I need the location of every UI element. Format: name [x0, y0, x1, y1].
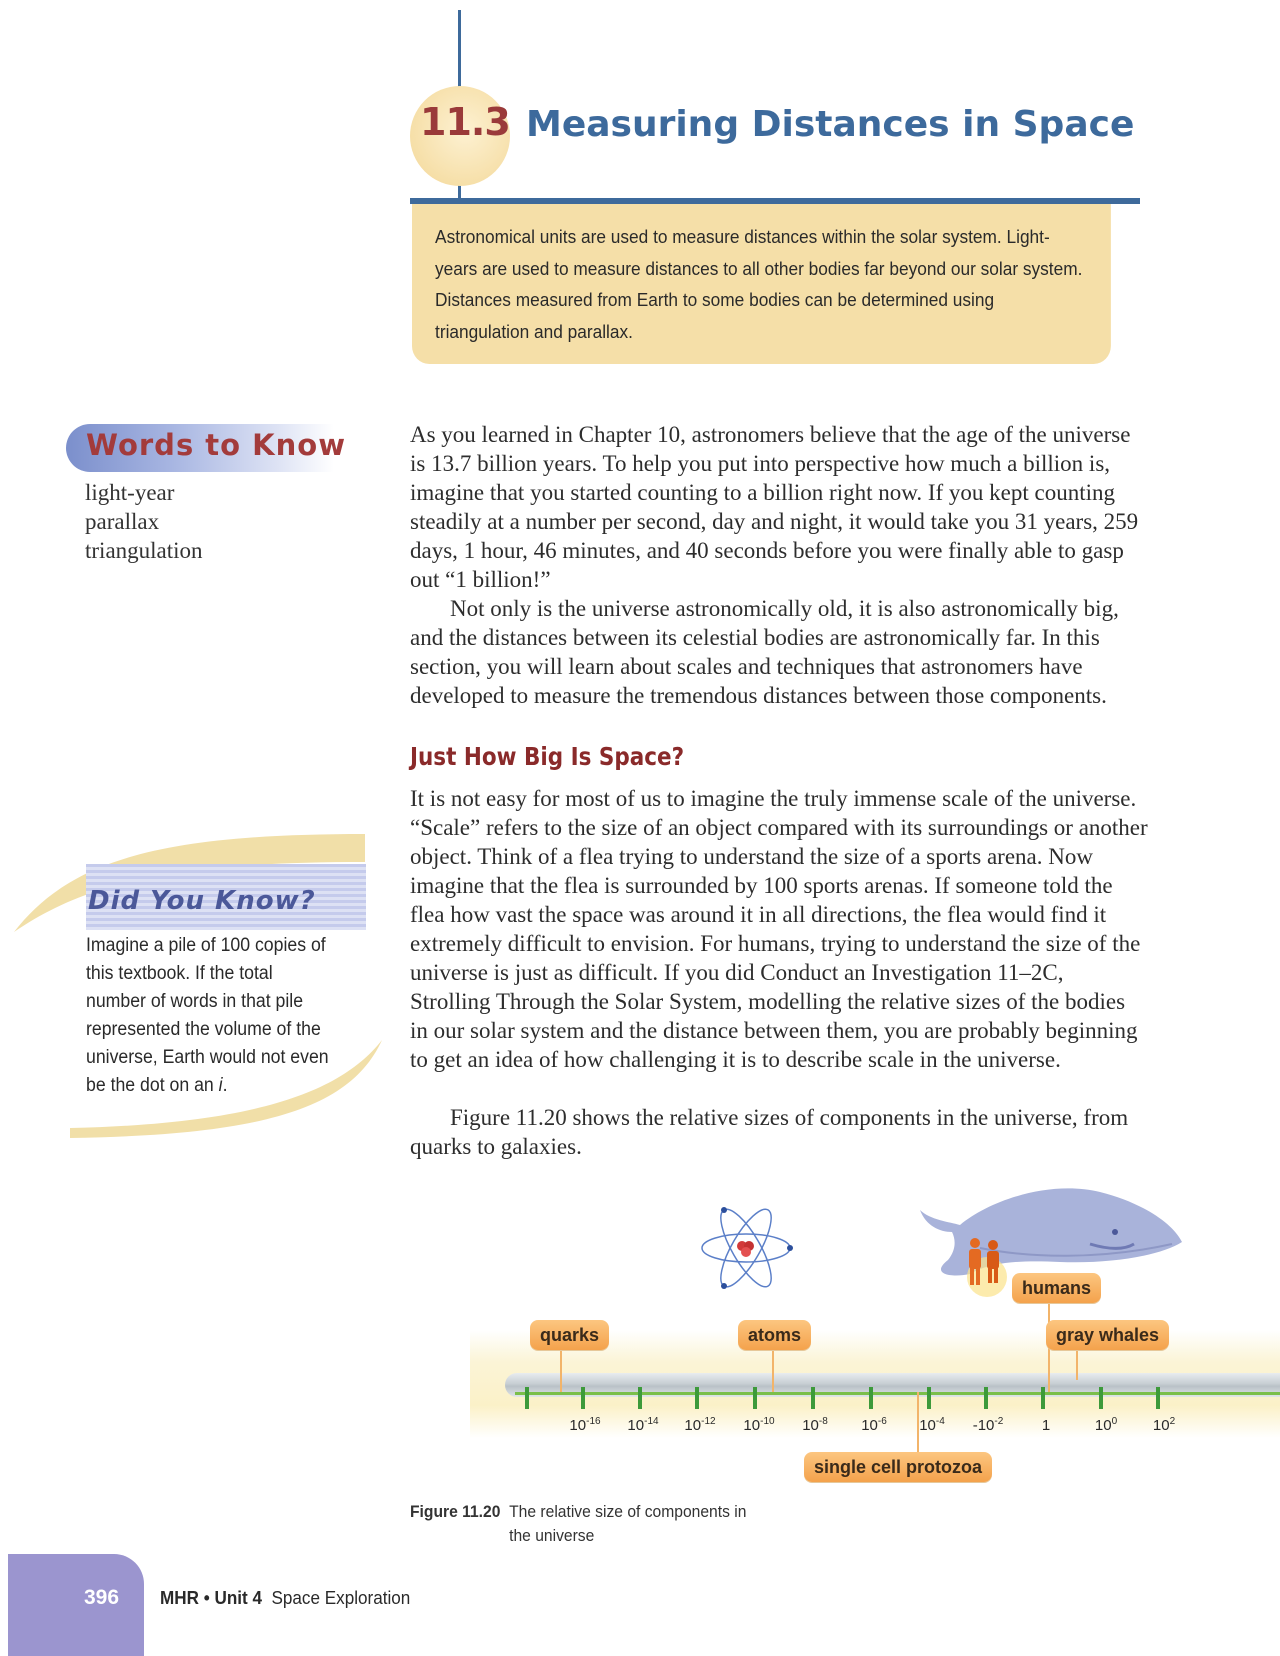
scale-tick — [811, 1387, 815, 1409]
atom-icon — [698, 1200, 794, 1296]
tick-label: $10^{-4}$ — [919, 1416, 945, 1434]
word-item: parallax — [85, 509, 160, 534]
body-paragraph-3: It is not easy for most of us to imagine the truly immense scale of the universe. “Scale” refers to the size of an object compared with its surroundings or another object. Think of a flea trying to understand the size of a sports arena. Now imagine that the flea is surrounded by 100 sports arenas. If someone told the flea how vast the space was around it in all directions, the flea would find it extremely difficult to envision. For humans, trying to understand the size of the universe is just as difficult. If you did Conduct an Investigation 11–2C, Strolling Through the Solar System, modelling the relative sizes of the bodies in our solar system and the distance between them, you are probably beginning to get an idea of how challenging it is to describe scale in the universe. — [410, 786, 1148, 1072]
tick-label: $10^{-10}$ — [743, 1416, 775, 1434]
scale-tick — [581, 1387, 585, 1409]
gray-whale-illustration — [910, 1170, 1190, 1280]
atoms-leader — [772, 1350, 774, 1392]
scale-tick — [638, 1387, 642, 1409]
quarks-label: quarks — [530, 1320, 609, 1350]
word-item: triangulation — [85, 538, 203, 563]
tick-label: $10^{-8}$ — [802, 1416, 828, 1434]
scale-tick — [869, 1387, 873, 1409]
body-paragraph-1: As you learned in Chapter 10, astronomers believe that the age of the universe is 13.7 billion years. To help you put into perspective how much a billion is, imagine that you started counting to a billion right now. If you kept counting steadily at a number per second, day and night, it would take you 31 years, 259 days, 1 hour, 46 minutes, and 40 seconds before you were finally able to gasp out “1 billion!” — [410, 422, 1139, 592]
did-you-know-text: Imagine a pile of 100 copies of this textbook. If the total number of words in that pile represented the volume of the universe, Earth would not even be the dot on an i. — [86, 935, 329, 1096]
scale-tick — [1041, 1387, 1045, 1409]
scale-tick — [984, 1387, 988, 1409]
body-paragraph-2: Not only is the universe astronomically old, it is also astronomically big, and the distances between its celestial bodies are astronomically far. In this section, you will learn about scales and techniques that astronomers have developed to measure the tremendous distances between those components. — [410, 596, 1119, 708]
word-item: light-year — [85, 480, 175, 505]
section-summary: Astronomical units are used to measure distances within the solar system. Light-years are used to measure distances to all other bodies far beyond our solar system. Distances measured from Earth to some bodies can be determined using triangulation and parallax. — [412, 204, 1111, 364]
scale-tick — [1099, 1387, 1103, 1409]
section-title: Measuring Distances in Space — [526, 104, 1135, 145]
tick-label: $10^{-6}$ — [861, 1416, 887, 1434]
tick-label: $10^2$ — [1152, 1416, 1176, 1434]
tick-label: $10^0$ — [1094, 1416, 1118, 1434]
humans-label: humans — [1012, 1273, 1101, 1303]
tick-label: $10^{-12}$ — [684, 1416, 716, 1434]
whales-leader — [1076, 1350, 1078, 1380]
running-footer: MHR • Unit 4 Space Exploration — [160, 1588, 411, 1608]
atoms-label: atoms — [738, 1320, 811, 1350]
words-to-know-title: Words to Know — [86, 428, 347, 462]
figure-caption: Figure 11.20 The relative size of components in the universe — [410, 1502, 747, 1545]
scale-tick — [1156, 1387, 1160, 1409]
scale-tick — [695, 1387, 699, 1409]
section-number: 11.3 — [420, 100, 510, 144]
humans-illustration — [955, 1235, 1015, 1305]
subheading: Just How Big Is Space? — [410, 742, 685, 771]
scale-tick — [753, 1387, 757, 1409]
body-paragraph-4: Figure 11.20 shows the relative sizes of components in the universe, from quarks to galaxies. — [410, 1105, 1129, 1159]
page-number-tab — [8, 1554, 144, 1656]
protozoa-leader — [917, 1392, 919, 1456]
quarks-leader — [560, 1350, 562, 1392]
tick-label: $10^{-14}$ — [627, 1416, 659, 1434]
whale-eye — [1112, 1229, 1118, 1235]
scale-tick — [927, 1387, 931, 1409]
did-you-know-title: Did You Know? — [88, 886, 316, 916]
scale-tick — [525, 1387, 529, 1409]
tick-label: 1 — [1041, 1417, 1051, 1434]
tick-label: $-10^{-2}$ — [972, 1416, 1004, 1434]
gray-whales-label: gray whales — [1046, 1320, 1169, 1350]
scale-line — [515, 1392, 1280, 1395]
tick-label: $10^{-16}$ — [569, 1416, 601, 1434]
page-number: 396 — [84, 1586, 120, 1609]
protozoa-label: single cell protozoa — [804, 1452, 992, 1482]
